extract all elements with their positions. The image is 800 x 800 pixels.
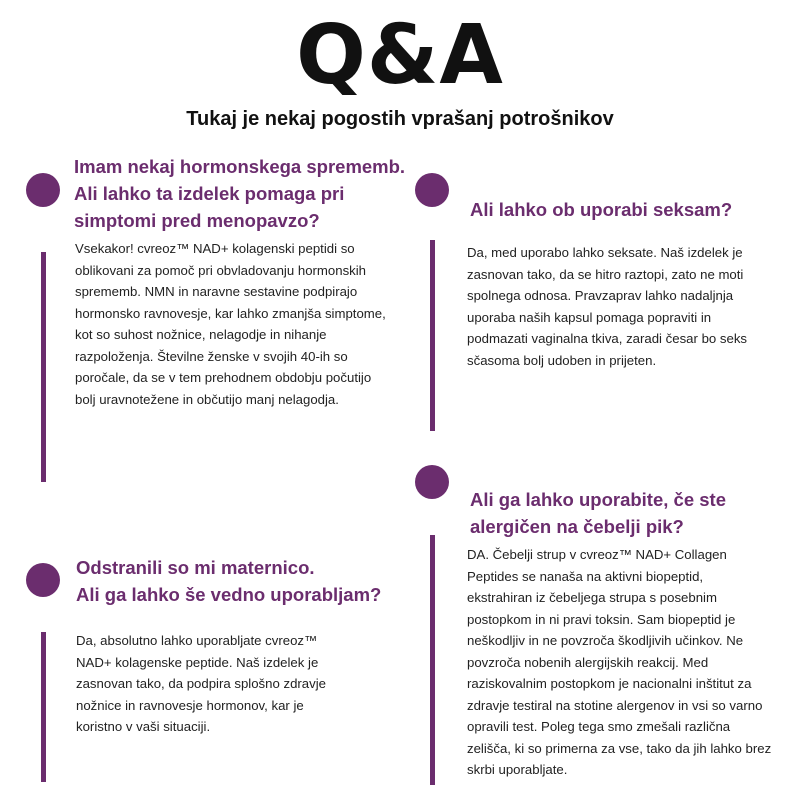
answer-1: Vsekakor! cvreoz™ NAD+ kolagenski peptidi so oblikovani za pomoč pri obvladovanju hormonskih sprememb. NMN in naravne sestavine podpirajo hormonsko ravnovesje, kar lahko zmanjša simptome, kot so suhost nožnice, nelagodje in nihanje razpoloženja. Številne ženske v svojih 40-ih so poročale, da se v tem prehodnem obdobju počutijo bolj uravnotežene in občutijo manj nelagodja. [75,241,386,407]
question-2: Ali lahko ob uporabi seksam? [470,199,733,220]
divider-line [430,535,435,785]
answer-4: DA. Čebelji strup v cvreoz™ NAD+ Collagen Peptides se nanaša na aktivni biopeptid, ekstrahiran iz čebeljega strupa s posebnim postopkom in ni pravi toksin. Sam biopeptid je neškodljiv in ne povzroča škodljivih učinkov. Ne povzroča nobenih alergijskih reakcij. Med raziskovalnim postopkom je nacionalni inštitut za zdravje testiral na stotine alergenov in vsi so varno opravili test. Poleg tega smo zmešali različna zelišča, ki so primerna za vse, tako da jih lahko brez skrbi uporabljate. [467,547,772,777]
page-subtitle: Tukaj je nekaj pogostih vprašanj potrošnikov [186,108,614,130]
divider-line [41,632,46,782]
divider-line [430,240,435,431]
question-3: Odstranili so mi maternico. Ali ga lahko še vedno uporabljam? [76,557,382,605]
bullet-dot-icon [415,465,449,499]
question-4: Ali ga lahko uporabite, če ste alergičen na čebelji pik? [470,489,726,537]
answer-2: Da, med uporabo lahko seksate. Naš izdelek je zasnovan tako, da se hitro raztopi, zato ne moti spolnega odnosa. Pravzaprav lahko nadaljnja uporaba naših kapsul pomaga popraviti in podmazati vaginalna tkiva, zaradi česar bo seks sčasoma bolj udoben in prijeten. [467,245,748,368]
divider-line [41,252,46,482]
answer-3: Da, absolutno lahko uporabljate cvreoz™ NAD+ kolagenske peptide. Naš izdelek je zasnovan tako, da podpira splošno zdravje nožnice in ravnovesje hormonov, kar je koristno v vaši situaciji. [76,633,326,734]
bullet-dot-icon [415,173,449,207]
question-1: Imam nekaj hormonskega sprememb. Ali lahko ta izdelek pomaga pri simptomi pred menopavzo? [74,156,406,231]
bullet-dot-icon [26,563,60,597]
bullet-dot-icon [26,173,60,207]
page-title: Q&A [296,8,504,103]
